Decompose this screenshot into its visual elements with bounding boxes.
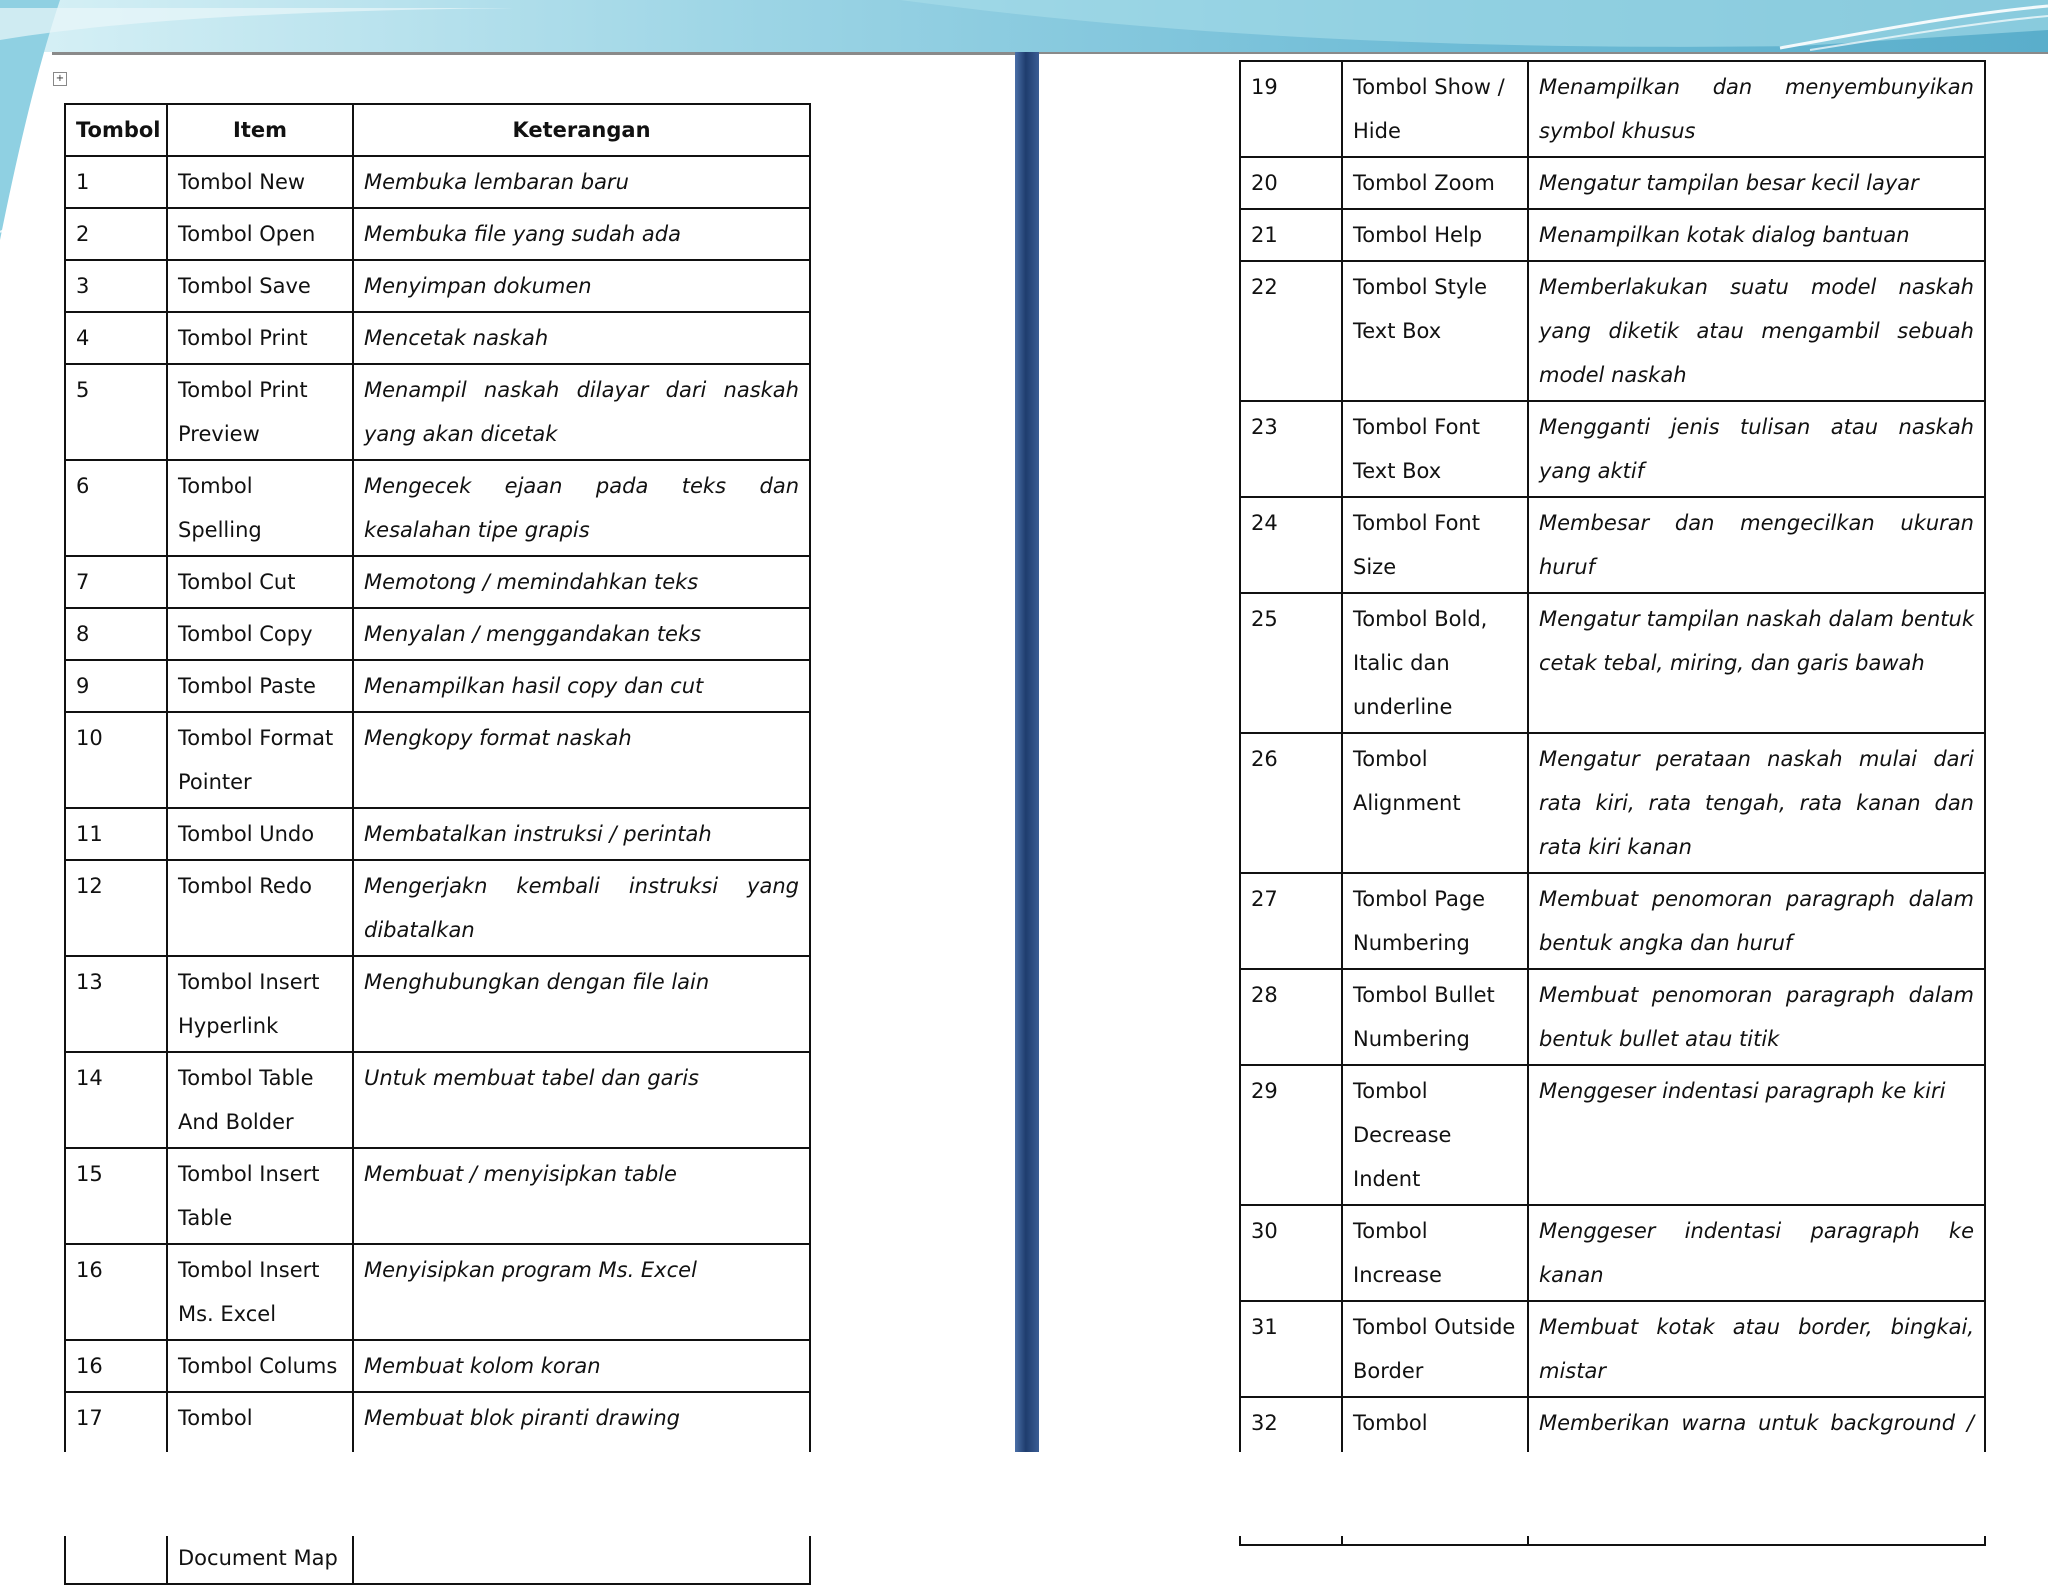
table-anchor-icon[interactable]: + (53, 72, 67, 86)
cell-number: 20 (1240, 157, 1342, 209)
cell-number: 30 (1240, 1205, 1342, 1301)
cell-description: Membuat penomoran paragraph dalam bentuk angka dan huruf (1528, 873, 1985, 969)
cell-item: Tombol (167, 1392, 353, 1488)
cell-item: Document Map (167, 1488, 353, 1584)
cell-description: Mencetak naskah (353, 312, 810, 364)
cell-item: Tombol Paste (167, 660, 353, 712)
cell-number: 19 (1240, 61, 1342, 157)
cell-item: Tombol Increase (1342, 1205, 1528, 1301)
cell-item: Tombol Save (167, 260, 353, 312)
cell-item: Tombol Insert Hyperlink (167, 956, 353, 1052)
cell-description: Menyalan / menggandakan teks (353, 608, 810, 660)
table-row (65, 1148, 810, 1244)
table-row (65, 608, 810, 660)
page-divider (1015, 52, 1039, 1452)
table-row (65, 312, 810, 364)
cell-item: Tombol Format Pointer (167, 712, 353, 808)
cell-description: Menampilkan dan menyembunyikan symbol khusus (1528, 61, 1985, 157)
table-row (1240, 61, 1985, 157)
cell-description: Menyimpan dokumen (353, 260, 810, 312)
table-row (65, 1244, 810, 1340)
cell-description: Memberikan warna untuk background / (1528, 1397, 1985, 1493)
table-row (1240, 969, 1985, 1065)
cell-description: Menampilkan kotak dialog bantuan (1528, 209, 1985, 261)
cell-number: 14 (65, 1052, 167, 1148)
header-keterangan: Keterangan (353, 104, 810, 156)
cell-number: 10 (65, 712, 167, 808)
cell-description: Memotong / memindahkan teks (353, 556, 810, 608)
table-header-row (65, 104, 810, 156)
cell-item: Tombol Spelling (167, 460, 353, 556)
cell-description: Membuat kotak atau border, bingkai, mistar (1528, 1301, 1985, 1397)
cell-item: Tombol Font Text Box (1342, 401, 1528, 497)
table-row (1240, 873, 1985, 969)
table-row (65, 660, 810, 712)
cell-description: Membatalkan instruksi / perintah (353, 808, 810, 860)
cell-number: 29 (1240, 1065, 1342, 1205)
slide-bottom-area (0, 1452, 2048, 1536)
cell-description: Mengatur tampilan besar kecil layar (1528, 157, 1985, 209)
cell-item: Tombol Bold, Italic dan underline (1342, 593, 1528, 733)
cell-number: 24 (1240, 497, 1342, 593)
cell-description: Membuka file yang sudah ada (353, 208, 810, 260)
cell-item: Tombol Zoom (1342, 157, 1528, 209)
cell-item: Tombol Decrease Indent (1342, 1065, 1528, 1205)
cell-description: Menggeser indentasi paragraph ke kiri (1528, 1065, 1985, 1205)
table-row (65, 712, 810, 808)
cell-item: Tombol Outside Border (1342, 1301, 1528, 1397)
cell-number: 27 (1240, 873, 1342, 969)
cell-number: 11 (65, 808, 167, 860)
cell-description: Membuat kolom koran (353, 1340, 810, 1392)
cell-item: Tombol Copy (167, 608, 353, 660)
cell-item: Tombol Alignment (1342, 733, 1528, 873)
cell-item: Tombol Cut (167, 556, 353, 608)
cell-item: Tombol Insert Table (167, 1148, 353, 1244)
cell-description: Menampil naskah dilayar dari naskah yang akan dicetak (353, 364, 810, 460)
table-row (1240, 593, 1985, 733)
cell-description: Membuka lembaran baru (353, 156, 810, 208)
toolbar-reference-table-right (1239, 60, 1986, 1546)
cell-item: Tombol Page Numbering (1342, 873, 1528, 969)
cell-description: Menggeser indentasi paragraph ke kanan (1528, 1205, 1985, 1301)
cell-item: Tombol Help (1342, 209, 1528, 261)
table-row (65, 364, 810, 460)
table-row (65, 208, 810, 260)
cell-number: 28 (1240, 969, 1342, 1065)
table-row (1240, 1205, 1985, 1301)
table-row (65, 808, 810, 860)
cell-number: 21 (1240, 209, 1342, 261)
cell-description: Mengerjakn kembali instruksi yang dibatalkan (353, 860, 810, 956)
cell-description: Menghubungkan dengan file lain (353, 956, 810, 1052)
cell-item: Tombol Bullet Numbering (1342, 969, 1528, 1065)
cell-item: Tombol Redo (167, 860, 353, 956)
cell-number: 4 (65, 312, 167, 364)
cell-number: 12 (65, 860, 167, 956)
cell-item: Tombol Open (167, 208, 353, 260)
cell-description: Untuk membuat tabel dan garis (353, 1052, 810, 1148)
table-row (65, 156, 810, 208)
header-tombol: Tombol (65, 104, 167, 156)
table-row (1240, 1301, 1985, 1397)
cell-number: 16 (65, 1244, 167, 1340)
cell-description: Mengganti jenis tulisan atau naskah yang aktif (1528, 401, 1985, 497)
table-row (65, 260, 810, 312)
table-row (1240, 1065, 1985, 1205)
cell-number: 8 (65, 608, 167, 660)
cell-description: Membuat penomoran paragraph dalam bentuk bullet atau titik (1528, 969, 1985, 1065)
header-item: Item (167, 104, 353, 156)
cell-item: Tombol New (167, 156, 353, 208)
cell-description: Membuat / menyisipkan table (353, 1148, 810, 1244)
cell-item: Tombol (1342, 1397, 1528, 1493)
cell-item: Tombol Colums (167, 1340, 353, 1392)
table-row (65, 1052, 810, 1148)
cell-item: Tombol Undo (167, 808, 353, 860)
cell-description: Membuat blok piranti drawing (353, 1392, 810, 1488)
cell-description: Membesar dan mengecilkan ukuran huruf (1528, 497, 1985, 593)
cell-item: Tombol Insert Ms. Excel (167, 1244, 353, 1340)
cell-number: 25 (1240, 593, 1342, 733)
cell-number: 22 (1240, 261, 1342, 401)
cell-description: Mengatur tampilan naskah dalam bentuk cetak tebal, miring, dan garis bawah (1528, 593, 1985, 733)
table-row (1240, 497, 1985, 593)
table-row (65, 556, 810, 608)
cell-number: 7 (65, 556, 167, 608)
cell-number: 13 (65, 956, 167, 1052)
table-row (65, 860, 810, 956)
cell-item: Tombol Font Size (1342, 497, 1528, 593)
cell-number: 32 (1240, 1397, 1342, 1493)
cell-number: 1 (65, 156, 167, 208)
document-page-left (52, 52, 1015, 1570)
cell-number: 26 (1240, 733, 1342, 873)
cell-number: 23 (1240, 401, 1342, 497)
cell-number: 3 (65, 260, 167, 312)
cell-number: 9 (65, 660, 167, 712)
cell-number: 2 (65, 208, 167, 260)
cell-number: 31 (1240, 1301, 1342, 1397)
cell-number: 15 (65, 1148, 167, 1244)
cell-item: Tombol Show / Hide (1342, 61, 1528, 157)
cell-number: 5 (65, 364, 167, 460)
cell-description: Mengatur perataan naskah mulai dari rata kiri, rata tengah, rata kanan dan rata kiri kanan (1528, 733, 1985, 873)
table-row (1240, 733, 1985, 873)
cell-description: Menampilkan hasil copy dan cut (353, 660, 810, 712)
cell-number: 17 (65, 1392, 167, 1488)
table-row (65, 1340, 810, 1392)
cell-description: Mengecek ejaan pada teks dan kesalahan tipe grapis (353, 460, 810, 556)
cell-item: Tombol Style Text Box (1342, 261, 1528, 401)
toolbar-reference-table-left (64, 103, 811, 1585)
table-row (1240, 261, 1985, 401)
cell-number: 16 (65, 1340, 167, 1392)
table-row (1240, 157, 1985, 209)
cell-item: Tombol Table And Bolder (167, 1052, 353, 1148)
cell-description: Mengkopy format naskah (353, 712, 810, 808)
cell-description: Menyisipkan program Ms. Excel (353, 1244, 810, 1340)
cell-description: Memberlakukan suatu model naskah yang diketik atau mengambil sebuah model naskah (1528, 261, 1985, 401)
table-row (1240, 401, 1985, 497)
cell-number: 6 (65, 460, 167, 556)
table-row (1240, 209, 1985, 261)
table-row (65, 460, 810, 556)
cell-item: Tombol Print Preview (167, 364, 353, 460)
document-page-right (1039, 52, 2048, 1454)
table-row (65, 956, 810, 1052)
cell-item: Tombol Print (167, 312, 353, 364)
